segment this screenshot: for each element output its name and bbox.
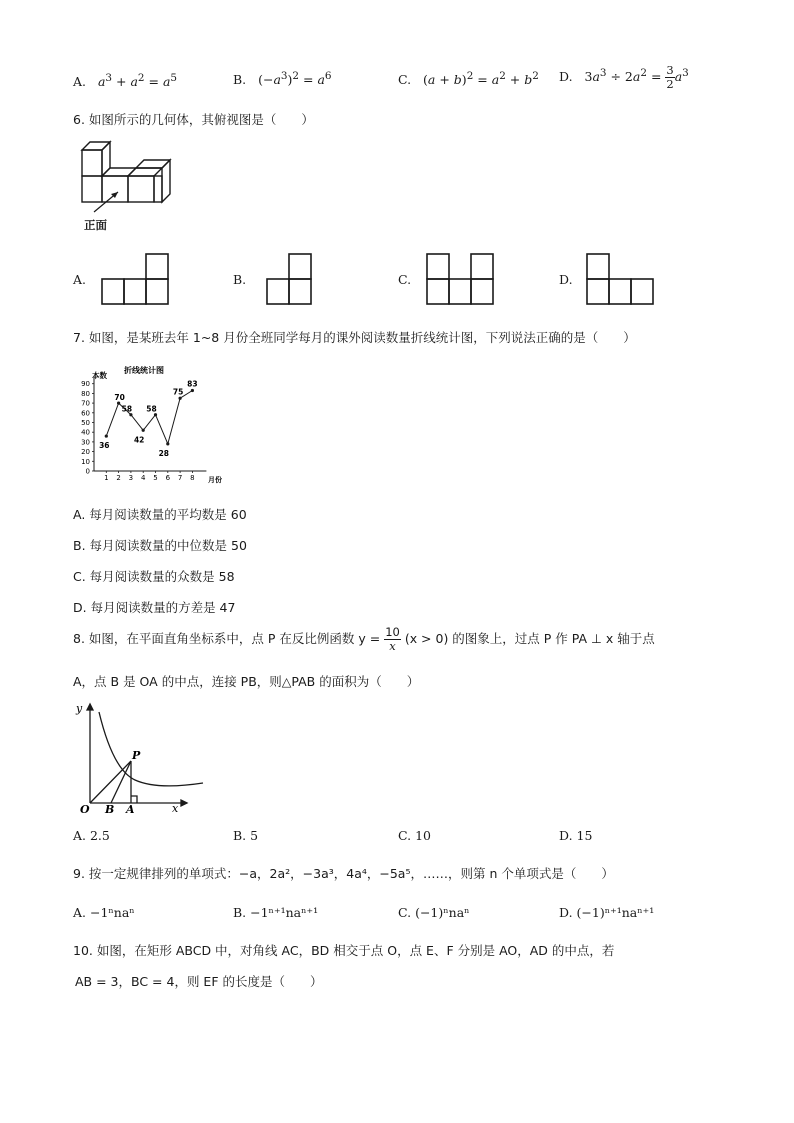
q5-option-b-expr: $(-a^3)^2 = a^6$ (258, 70, 332, 88)
x-tick-label: 4 (140, 474, 146, 482)
q10-stem-line2: AB = 3，BC = 4，则 EF 的长度是（ ） (75, 974, 323, 989)
y-tick-label: 60 (81, 409, 90, 418)
q5-option-c-expr: $(a + b)^2 = a^2 + b^2$ (423, 70, 539, 88)
y-tick-label: 20 (81, 448, 90, 457)
q7-option-c: C. 每月阅读数量的众数是 58 (73, 569, 235, 584)
q10-stem-line1: 10. 如图，在矩形 ABCD 中，对角线 AC，BD 相交于点 O，点 E、F 分别是 AO，AD 的中点，若 (73, 943, 615, 958)
q7-stem: 7. 如图，是某班去年 1~8 月份全班同学每月的课外阅读数量折线统计图，下列说法正确的是（ ） (73, 330, 636, 345)
q5-option-d: D. $3a^3 \div 2a^2$ = $\frac{3}{2}$ $a^3$ (559, 63, 689, 91)
front-label: 正面 (84, 218, 107, 232)
q9-option-b: B. −1ⁿ⁺¹naⁿ⁺¹ (233, 905, 319, 920)
q6-option-c-figure (426, 253, 498, 309)
q5-option-c: C. $(a + b)^2 = a^2 + b^2$ (398, 70, 539, 88)
data-point (142, 429, 145, 432)
q9-option-d: D. (−1)ⁿ⁺¹naⁿ⁺¹ (559, 905, 655, 920)
q6-option-a-letter: A. (73, 272, 87, 287)
q8-option-b: B. 5 (233, 828, 259, 843)
label-O: O (80, 803, 90, 816)
q7-option-d: D. 每月阅读数量的方差是 47 (73, 600, 236, 615)
data-label: 42 (133, 435, 145, 445)
data-label: 58 (121, 404, 133, 414)
data-point (191, 389, 194, 392)
data-label: 28 (158, 448, 170, 458)
label-P: P (132, 749, 141, 762)
label-x: x (172, 802, 179, 815)
q7-option-a: A. 每月阅读数量的平均数是 60 (73, 507, 247, 522)
q6-option-b-letter: B. (233, 272, 247, 287)
q6-option-d-figure (586, 253, 658, 309)
x-tick-label: 2 (116, 474, 121, 482)
q8-stem-line1: 8. 如图，在平面直角坐标系中，点 P 在反比例函数 y = $\frac{10}{x}$ (x > 0) 的图象上，过点 P 作 PA ⊥ x 轴于点 (73, 625, 655, 653)
q8-option-c: C. 10 (398, 828, 431, 843)
label-y: y (76, 702, 83, 715)
q8-fraction: $\frac{10}{x}$ (385, 625, 400, 653)
q5-option-b: B. $(-a^3)^2 = a^6$ (233, 70, 332, 88)
y-tick-label: 40 (81, 428, 90, 437)
x-tick-label: 5 (153, 474, 158, 482)
x-tick-label: 7 (177, 474, 183, 482)
q5-option-d-expr: $3a^3 \div 2a^2$ = $\frac{3}{2}$ $a^3$ (584, 63, 689, 91)
q7-option-b: B. 每月阅读数量的中位数是 50 (73, 538, 247, 553)
q6-option-d-letter: D. (559, 272, 573, 287)
data-point (166, 442, 169, 445)
data-point (179, 397, 182, 400)
y-tick-label: 30 (81, 438, 90, 447)
q9-option-a: A. −1ⁿnaⁿ (73, 905, 135, 920)
chart-xlabel: 月份 (208, 476, 222, 484)
q6-stem: 6. 如图所示的几何体，其俯视图是（ ） (73, 112, 314, 127)
q9-stem: 9. 按一定规律排列的单项式：−a，2a²，−3a³，4a⁴，−5a⁵，……，则第 n 个单项式是（ ） (73, 866, 614, 881)
x-tick-label: 8 (190, 474, 195, 482)
q8-option-a: A. 2.5 (73, 828, 110, 843)
chart-ylabel: 本数 (92, 371, 107, 380)
data-label: 58 (146, 404, 157, 414)
q6-option-c-letter: C. (398, 272, 412, 287)
q5-option-a: A. $a^3 + a^2 = a^5$ (73, 72, 178, 90)
y-tick-label: 0 (85, 467, 90, 476)
y-tick-label: 80 (81, 389, 90, 398)
y-tick-label: 10 (81, 457, 90, 466)
y-tick-label: 70 (81, 399, 90, 408)
data-point (105, 434, 108, 437)
label-B: B (105, 803, 115, 816)
data-label: 70 (114, 393, 125, 403)
x-tick-label: 3 (128, 474, 134, 482)
q6-option-b-figure (266, 253, 318, 309)
chart-title: 折线统计图 (124, 366, 164, 375)
y-tick-label: 90 (81, 380, 90, 389)
q7-line-chart (72, 362, 222, 484)
x-tick-label: 6 (165, 474, 171, 482)
data-label: 83 (187, 379, 198, 389)
q8-coordinate-figure (75, 700, 195, 815)
y-tick-label: 50 (81, 419, 90, 427)
label-A: A (126, 803, 135, 816)
q9-option-c: C. (−1)ⁿnaⁿ (398, 905, 470, 920)
q6-option-a-figure (101, 253, 173, 309)
data-label: 75 (172, 387, 184, 397)
q8-option-d: D. 15 (559, 828, 593, 843)
q8-stem-line2: A，点 B 是 OA 的中点，连接 PB，则△PAB 的面积为（ ） (73, 674, 420, 689)
data-label: 36 (99, 441, 110, 451)
x-tick-label: 1 (104, 474, 109, 482)
q5-option-a-expr: $a^3 + a^2 = a^5$ (97, 72, 178, 90)
